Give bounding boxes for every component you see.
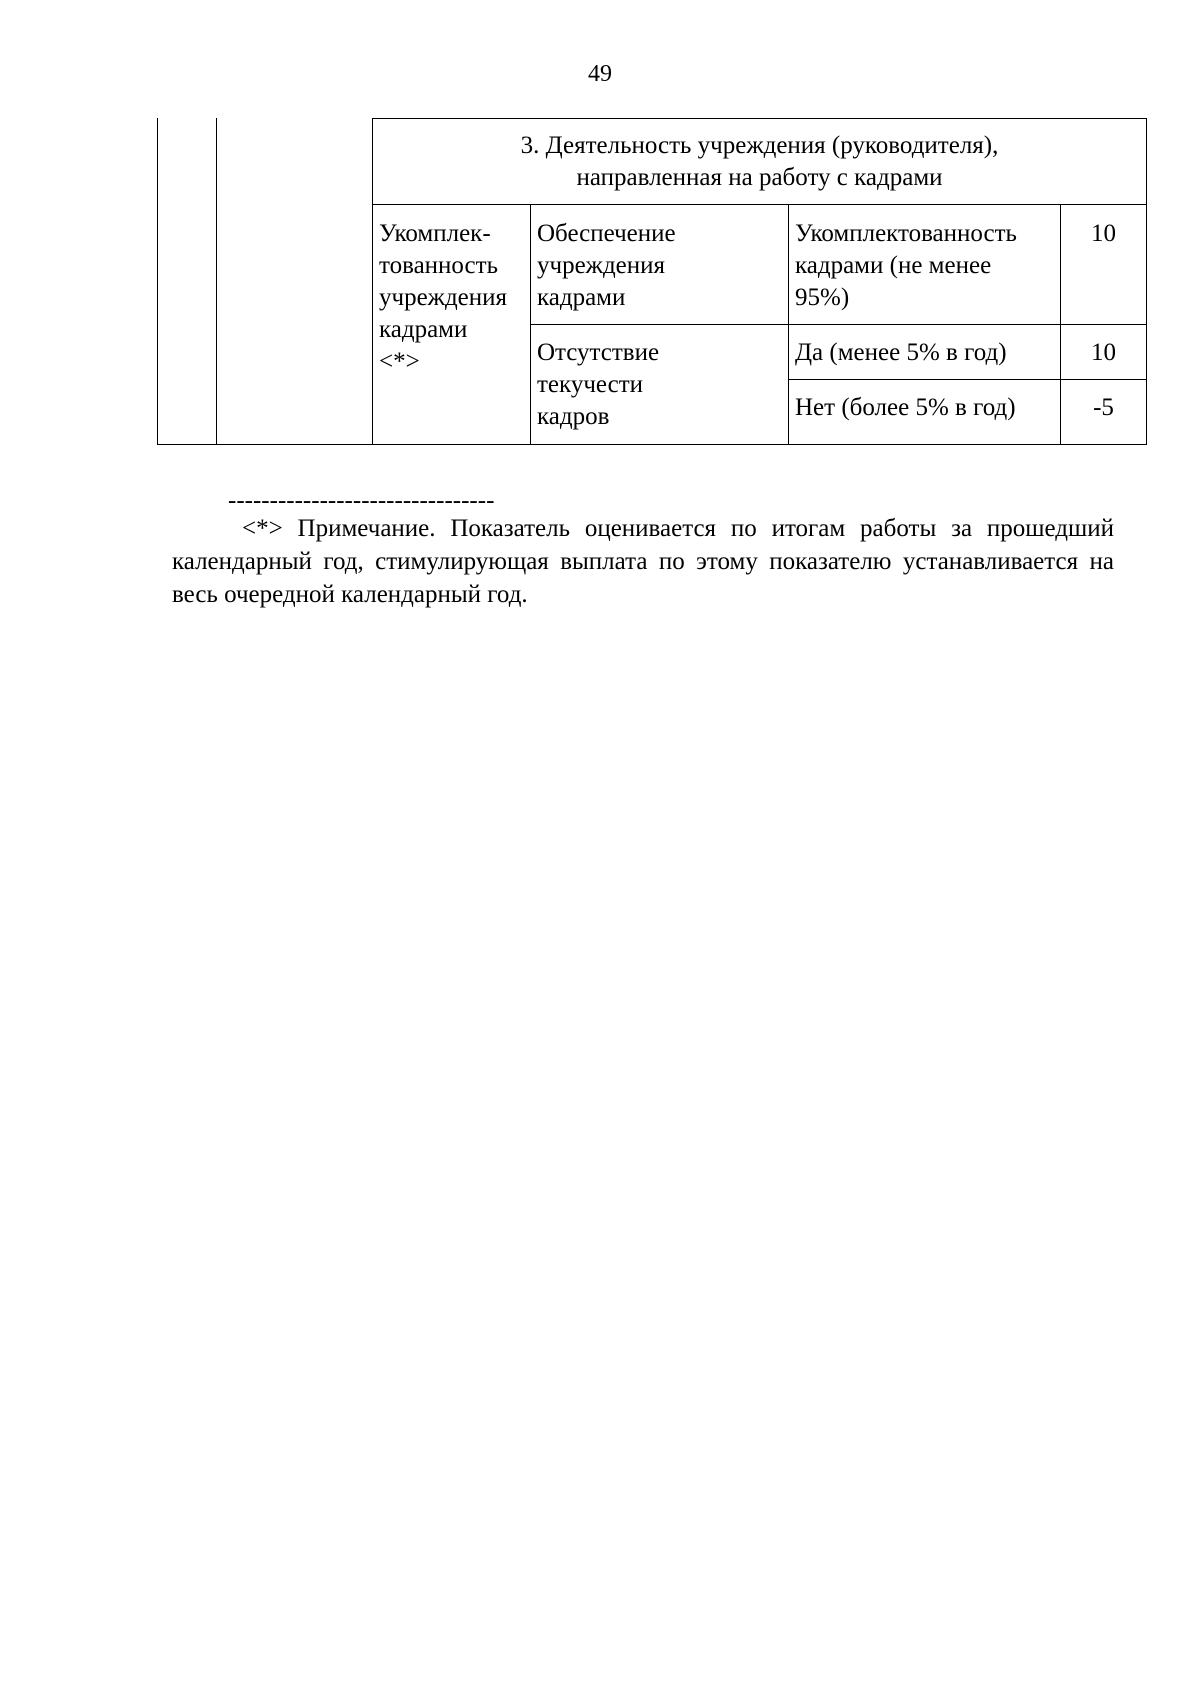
footnote-text: <*> Примечание. Показатель оценивается по итогам работы за прошедший календарный год, стимулирующая выплата по этому показателю устанавливается на весь очередной календарный год.: [172, 515, 1114, 608]
indicator-line: текучести: [537, 371, 644, 398]
indicator-line: Обеспечение: [537, 220, 676, 247]
table-border-right: [1146, 118, 1147, 445]
condition-cell: [795, 337, 1059, 369]
condition-line: кадрами (не менее: [795, 252, 992, 279]
section-header-line: 3. Деятельность учреждения (руководителя),: [520, 132, 999, 159]
condition-line: Да (менее 5% в год): [795, 339, 1007, 366]
criterion-line: тованность: [379, 252, 498, 279]
criterion-line: Укомплек-: [379, 220, 491, 247]
table-row-divider: [788, 379, 1147, 380]
condition-cell: [795, 218, 1059, 314]
table-row-divider: [530, 324, 1147, 325]
section-header: [373, 130, 1146, 194]
section-header-line: направленная на работу с кадрами: [576, 164, 943, 191]
indicator-cell: [537, 218, 787, 314]
indicator-line: кадрами: [537, 284, 626, 311]
table-border-top: [372, 118, 1147, 119]
criterion-line: учреждения: [379, 284, 508, 311]
table-row-divider: [372, 204, 1147, 205]
table-border-bottom: [157, 444, 1147, 445]
indicator-line: учреждения: [537, 252, 666, 279]
condition-line: 95%): [795, 284, 850, 311]
criteria-table-fragment: [157, 118, 1200, 445]
criterion-line: <*>: [379, 348, 420, 375]
condition-line: Укомплектованность: [795, 220, 1017, 247]
indicator-line: кадров: [537, 403, 610, 430]
criterion-cell: [379, 218, 529, 378]
indicator-line: Отсутствие: [537, 339, 660, 366]
table-column-divider: [216, 118, 217, 445]
condition-line: Нет (более 5% в год): [795, 394, 1016, 421]
page-number: 49: [588, 61, 612, 87]
table-border-left: [157, 118, 158, 445]
condition-cell: [795, 392, 1059, 424]
footnote-separator: --------------------------------: [228, 487, 495, 514]
points-cell: 10: [1091, 220, 1116, 247]
points-cell: -5: [1093, 394, 1114, 421]
points-cell: 10: [1091, 339, 1116, 366]
indicator-cell: [537, 337, 787, 433]
criterion-line: кадрами: [379, 316, 468, 343]
